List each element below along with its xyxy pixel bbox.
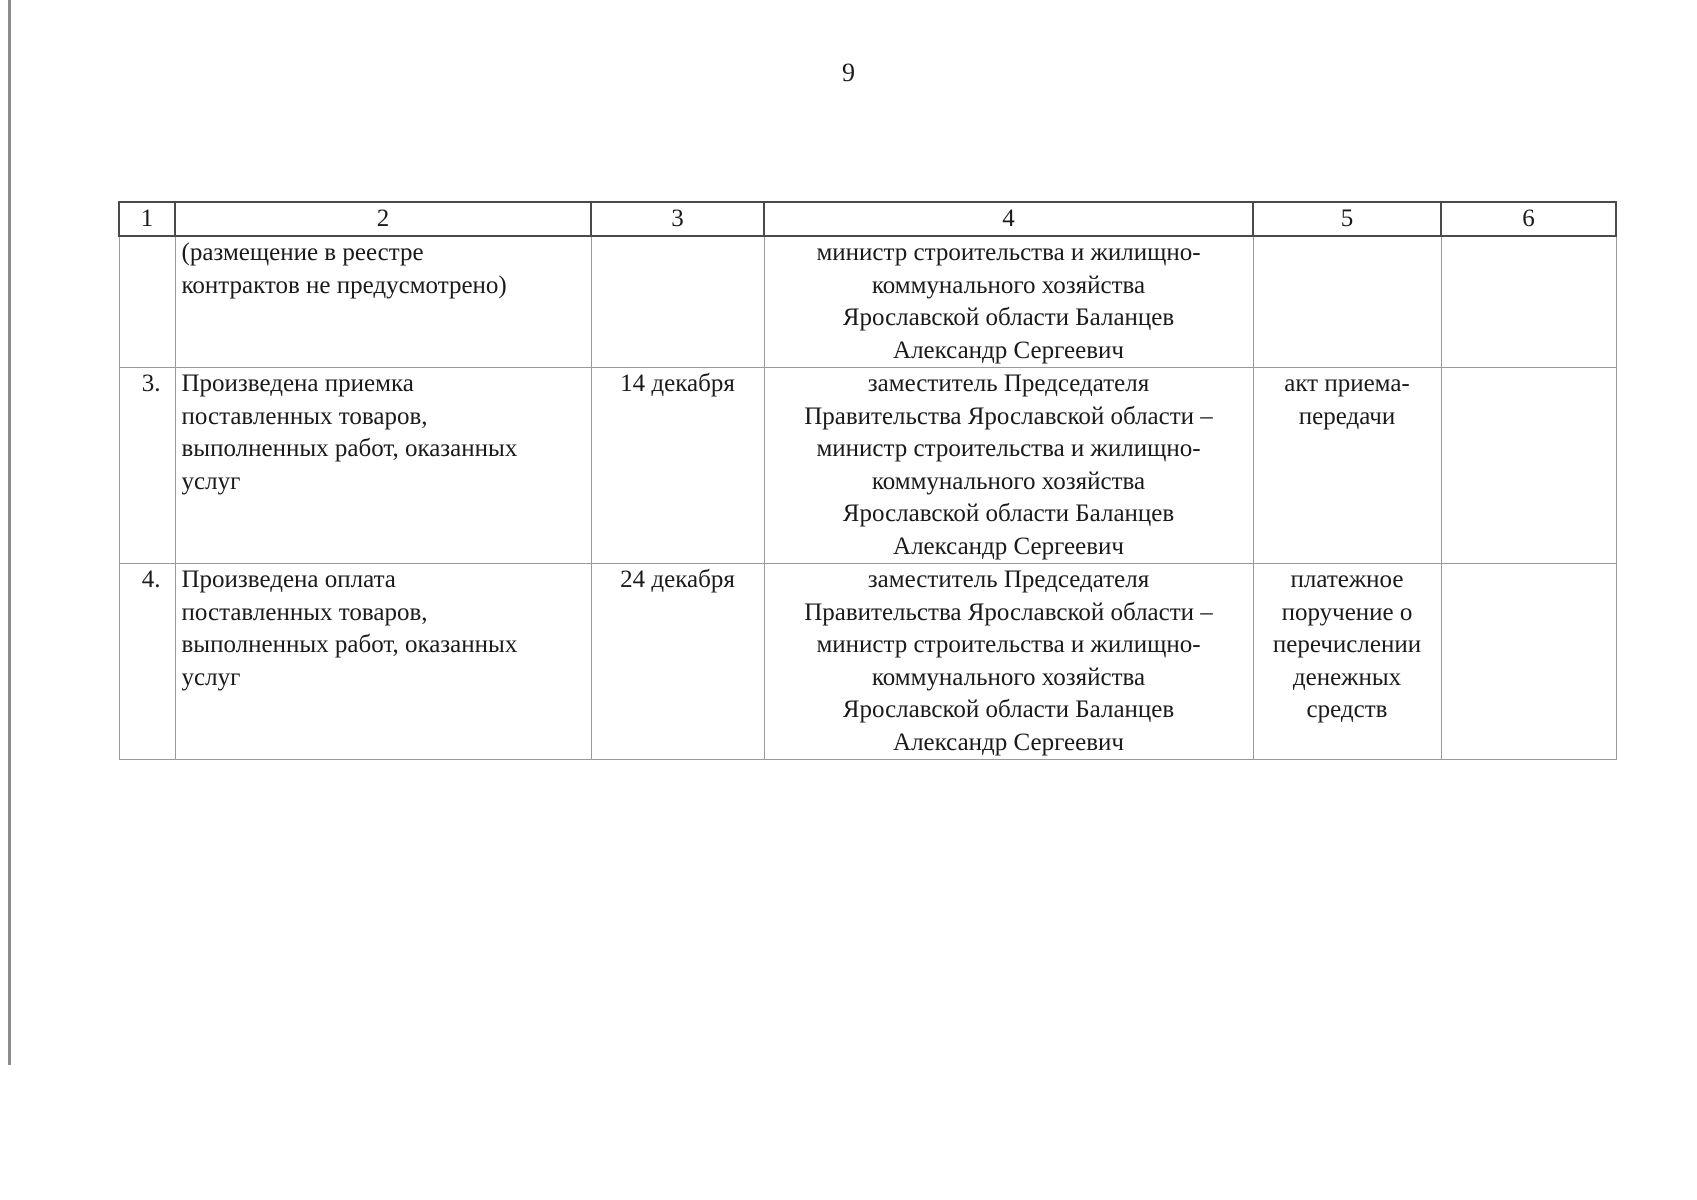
responsible-cell: [764, 368, 1253, 564]
event-cell: [175, 368, 591, 564]
cell-text-line: поставленных товаров,: [181, 402, 428, 430]
note-cell: [1441, 564, 1616, 760]
cell-text-line: передачи: [1298, 402, 1396, 430]
cell-text-line: поставленных товаров,: [181, 598, 428, 626]
document-cell: [1253, 368, 1441, 564]
cell-text-line: Александр Сергеевич: [893, 336, 1124, 364]
cell-text-line: Произведена оплата: [181, 566, 396, 593]
cell-text-line: министр строительства и жилищно-: [816, 435, 1201, 462]
responsible-cell: [764, 564, 1253, 760]
cell-text-line: платежное: [1290, 566, 1404, 593]
column-header: 3: [591, 202, 764, 236]
cell-text-line: коммунального хозяйства: [871, 467, 1146, 495]
cell-text-line: денежных: [1292, 663, 1402, 691]
note-cell: [1441, 236, 1616, 368]
cell-text-line: Александр Сергеевич: [893, 728, 1124, 756]
cell-text-line: заместитель Председателя: [867, 566, 1150, 593]
cell-text-line: Ярославской области Баланцев: [842, 696, 1175, 723]
cell-text-line: коммунального хозяйства: [871, 663, 1146, 691]
cell-text-line: выполненных работ, оказанных: [181, 435, 518, 462]
row-number-cell: [119, 236, 175, 368]
column-header: 2: [175, 202, 591, 236]
cell-text-line: контрактов не предусмотрено): [181, 271, 507, 299]
column-header: 5: [1253, 202, 1441, 236]
cell-text-line: Александр Сергеевич: [893, 532, 1124, 560]
cell-text-line: Произведена приемка: [181, 370, 414, 397]
cell-text-line: поручение о: [1281, 598, 1413, 626]
table-header-row: [119, 202, 1616, 236]
document-cell: [1253, 564, 1441, 760]
event-cell: [175, 236, 591, 368]
cell-text-line: перечислении: [1272, 631, 1422, 658]
event-cell: [175, 564, 591, 760]
cell-text-line: выполненных работ, оказанных: [181, 631, 518, 658]
row-number-cell: 4.: [119, 564, 175, 760]
table-row: [119, 236, 1616, 368]
cell-text-line: Правительства Ярославской области –: [804, 402, 1213, 430]
cell-text-line: министр строительства и жилищно-: [816, 239, 1201, 266]
cell-text-line: средств: [1306, 696, 1388, 723]
table-row: [119, 564, 1616, 760]
cell-text-line: заместитель Председателя: [867, 370, 1150, 397]
table-row: [119, 368, 1616, 564]
cell-text-line: услуг: [181, 663, 241, 691]
note-cell: [1441, 368, 1616, 564]
schedule-table: [118, 201, 1617, 760]
document-cell: [1253, 236, 1441, 368]
cell-text-line: министр строительства и жилищно-: [816, 631, 1201, 658]
row-number-cell: 3.: [119, 368, 175, 564]
page-number: 9: [842, 58, 855, 87]
cell-text-line: Правительства Ярославской области –: [804, 598, 1213, 626]
date-cell: 24 декабря: [591, 564, 764, 760]
date-cell: [591, 236, 764, 368]
date-cell: 14 декабря: [591, 368, 764, 564]
cell-text-line: услуг: [181, 467, 241, 495]
column-header: 4: [764, 202, 1253, 236]
column-header: 6: [1441, 202, 1616, 236]
responsible-cell: [764, 236, 1253, 368]
cell-text-line: (размещение в реестре: [181, 239, 424, 266]
cell-text-line: Ярославской области Баланцев: [842, 304, 1175, 331]
column-header: 1: [119, 202, 175, 236]
cell-text-line: коммунального хозяйства: [871, 271, 1146, 299]
cell-text-line: акт приема-: [1284, 370, 1410, 397]
cell-text-line: Ярославской области Баланцев: [842, 500, 1175, 527]
scan-edge-line: [8, 0, 11, 1065]
